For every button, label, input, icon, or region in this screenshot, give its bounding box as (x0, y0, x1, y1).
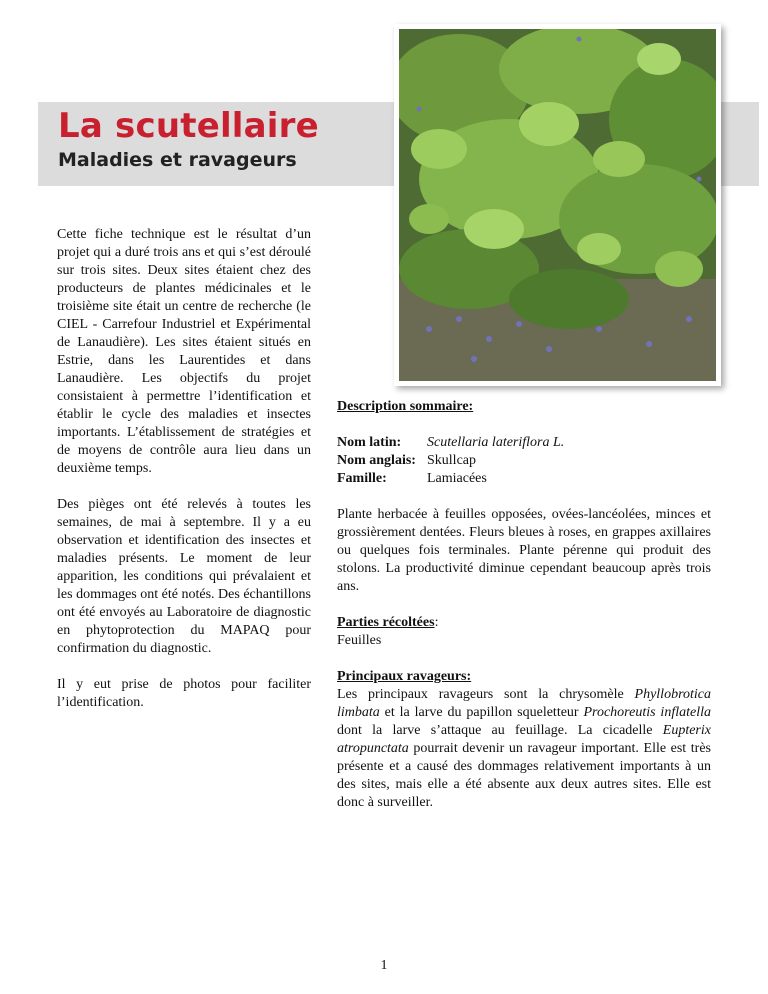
description-heading: Description sommaire: (337, 399, 474, 414)
description-column (337, 398, 711, 812)
fact-label: Nom latin: (337, 435, 402, 450)
intro-paragraph-2: Des pièges ont été relevés à toutes les semaines, de mai à septembre. Il y a eu observation et identification des insectes et maladies présents. Le moment de leur apparition, les conditions qui prévalaient et les dommages ont été notés. Des échantillons ont été envoyés au Laboratoire de diagnostic en phytoprotection du MAPAQ pour confirmation du diagnostic. (57, 497, 311, 656)
fact-label: Nom anglais: (337, 453, 416, 468)
fact-value: Lamiacées (427, 471, 487, 486)
species-eupterix: Eupterix atropunctata (337, 723, 711, 756)
pests-text-3: dont la larve s’attaque au feuillage. La cicadelle (337, 723, 663, 738)
parts-colon: : (434, 615, 439, 630)
pests-text-4: pourrait devenir un ravageur important. Elle est très présente et a causé des dommages relativement importants à un des sites, mais elle a été absente aux deux autres sites. Elle est donc à surveiller. (337, 741, 711, 810)
intro-column (57, 226, 311, 730)
intro-paragraph-3: Il y eut prise de photos pour faciliter l’identification. (57, 677, 311, 710)
plant-photo (394, 24, 721, 386)
parts-value: Feuilles (337, 633, 382, 648)
fact-row-latin (337, 434, 564, 452)
fact-value: Skullcap (427, 453, 476, 468)
species-phyllobrotica: Phyllobrotica limbata (337, 687, 711, 720)
parts-heading-line (337, 614, 711, 632)
fact-value: Scutellaria lateriflora L. (427, 435, 565, 450)
description-text: Plante herbacée à feuilles opposées, ovées-lancéolées, minces et grossièrement dentées. Fleurs bleues à roses, en grappes axillaires ou quelques fois terminales. Plante pérenne qui produit des stolons. La productivité diminue cependant beaucoup après trois ans. (337, 507, 711, 594)
page-subtitle: Maladies et ravageurs (58, 149, 297, 171)
scutellaria-plant-image (399, 29, 716, 381)
fact-row-english (337, 452, 564, 470)
species-prochoreutis: Prochoreutis inflatella (583, 705, 711, 720)
facts-table (337, 434, 564, 488)
pests-text-1: Les principaux ravageurs sont la chrysomèle (337, 687, 635, 702)
pests-text-2: et la larve du papillon squeletteur (379, 705, 584, 720)
intro-paragraph-1: Cette fiche technique est le résultat d’un projet qui a duré trois ans et qui s’est déroulé sur trois sites. Deux sites étaient chez des producteurs de plantes médicinales et le troisième site était un centre de recherche (le CIEL - Carrefour Industriel et Expérimental de Lanaudière). Les sites étaient situés en Estrie, dans les Laurentides et dans Lanaudière. Les objectifs du projet consistaient à permettre l’identification et établir le cycle des maladies et insectes importants. L’établissement de stratégies et de moyens de contrôle aura lieu dans un deuxième temps. (57, 227, 311, 476)
page-title: La scutellaire (58, 106, 319, 146)
pests-heading: Principaux ravageurs: (337, 669, 472, 684)
parts-heading: Parties récoltées (337, 615, 435, 630)
page-number: 1 (380, 958, 388, 973)
fact-row-family (337, 470, 564, 488)
fact-label: Famille: (337, 471, 387, 486)
pests-text (337, 686, 711, 812)
